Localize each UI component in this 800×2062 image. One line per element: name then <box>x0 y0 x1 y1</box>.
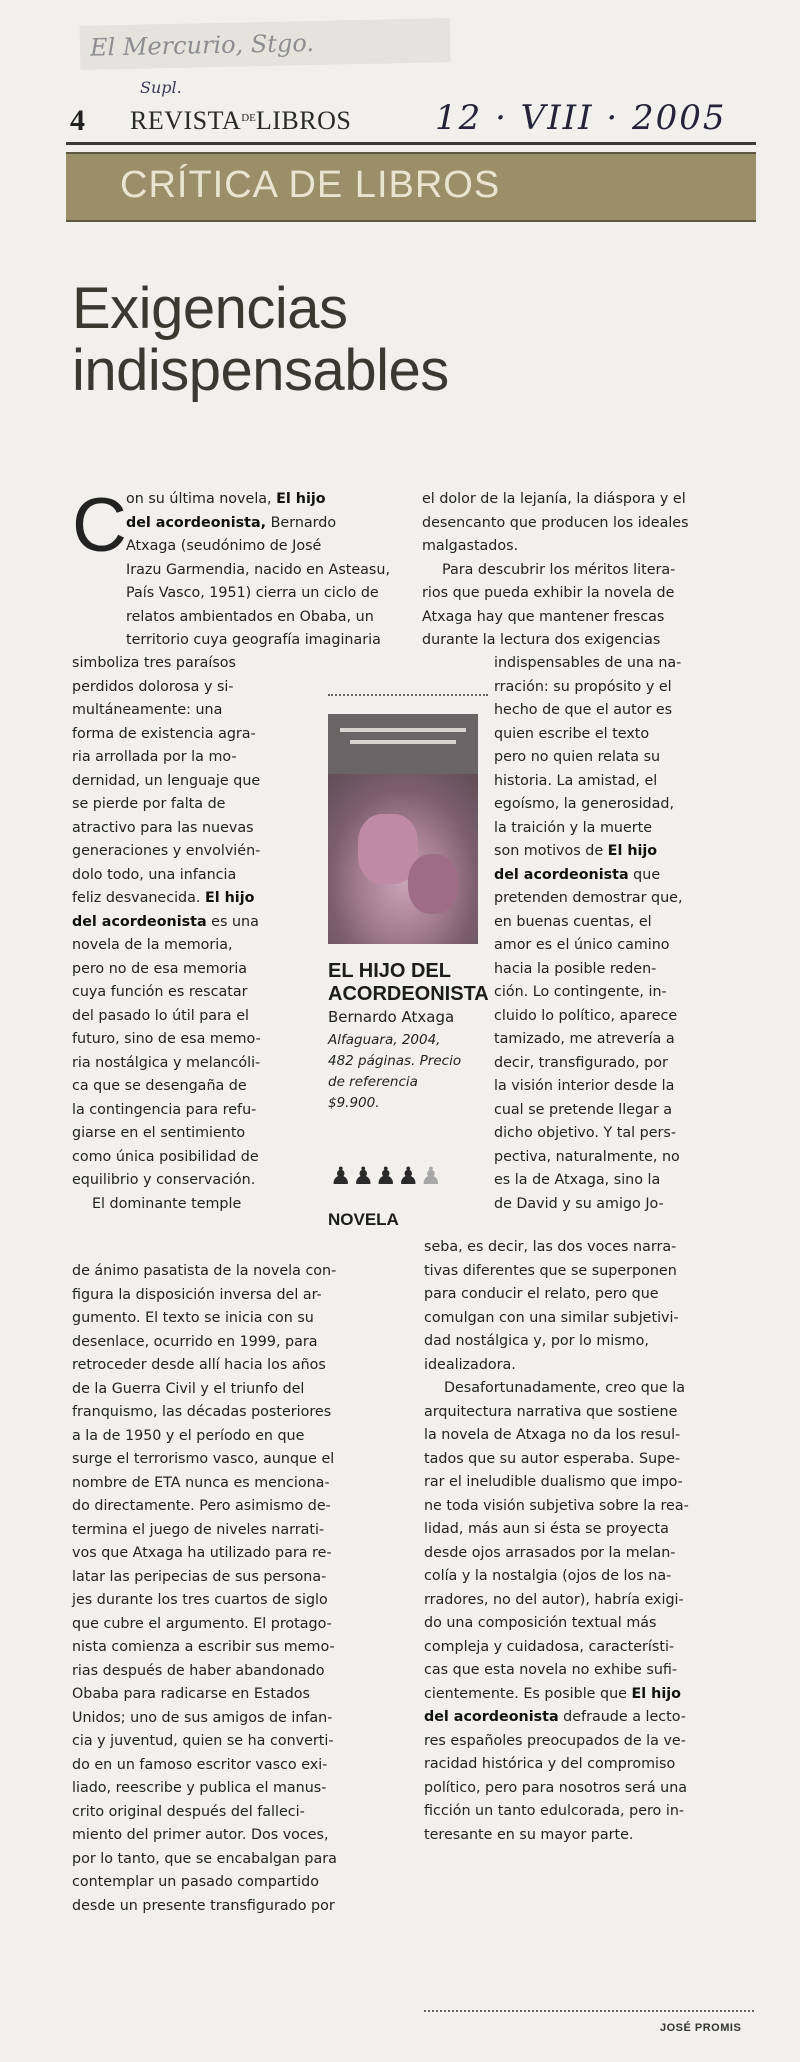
text-line: surge el terrorismo vasco, aunque el <box>72 1451 335 1467</box>
text-line: Obaba para radicarse en Estados <box>72 1686 310 1702</box>
text-line: durante la lectura dos exigencias <box>422 632 661 648</box>
text-line: ria arrollada por la mo- <box>72 749 237 765</box>
text-line: el dolor de la lejanía, la diáspora y el <box>422 491 686 507</box>
text-line: del acordeonista que <box>494 866 661 883</box>
headline-line: indispensables <box>72 338 449 403</box>
text-line: egoísmo, la generosidad, <box>494 796 674 812</box>
handwritten-date: 12 · VIII · 2005 <box>435 98 727 138</box>
book-title-line: ACORDEONISTA <box>328 983 489 1005</box>
text-line: quien escribe el texto <box>494 725 650 742</box>
text-line: dernidad, un lenguaje que <box>72 772 261 789</box>
text-line: rios que pueda exhibir la novela de <box>422 585 675 601</box>
text-line: dolo todo, una infancia <box>72 866 237 883</box>
text-line: ne toda visión subjetiva sobre la rea- <box>424 1497 689 1514</box>
text-line: ficción un tanto edulcorada, pero in- <box>424 1803 685 1819</box>
text-line: forma de existencia agra- <box>72 725 256 742</box>
text-line: territorio cuya geografía imaginaria <box>126 632 381 648</box>
author-signature: JOSÉ PROMIS <box>660 2022 742 2034</box>
text-line: malgastados. <box>422 538 519 554</box>
text-line: pretenden demostrar que, <box>494 890 683 906</box>
masthead-de: DE <box>241 112 256 124</box>
text-line: cientemente. Es posible que El hijo <box>424 1685 681 1702</box>
text-line: son motivos de El hijo <box>494 843 658 859</box>
section-banner <box>66 152 756 222</box>
text-line: para conducir el relato, pero que <box>424 1286 659 1302</box>
handwritten-supplement-mark: Supl. <box>140 78 182 97</box>
text-line: desencanto que producen los ideales <box>422 514 689 531</box>
signature-dotted-rule <box>424 2010 754 2012</box>
text-line: atractivo para las nuevas <box>72 819 254 836</box>
text-line: dad nostálgica y, por lo mismo, <box>424 1333 649 1349</box>
text-line: ción. Lo contingente, in- <box>494 984 667 1000</box>
text-line: rias después de haber abandonado <box>72 1662 325 1679</box>
text-line: liado, reescribe y publica el manus- <box>72 1780 327 1796</box>
book-genre: NOVELA <box>328 1210 399 1229</box>
text-line: cual se pretende llegar a <box>494 1101 673 1118</box>
text-line: tivas diferentes que se superponen <box>424 1262 677 1279</box>
text-line: desde un presente transfigurado por <box>72 1897 335 1914</box>
text-line: a la de 1950 y el período en que <box>72 1427 305 1444</box>
column1-narrow <box>72 652 261 1216</box>
text-line: de la Guerra Civil y el triunfo del <box>72 1380 305 1397</box>
headline-line: Exigencias <box>72 276 348 341</box>
text-line: político, pero para nosotros será una <box>424 1779 688 1796</box>
rating-filled-icon: ♟ <box>397 1163 421 1190</box>
book-title-mention: del acordeonista, <box>126 514 267 531</box>
text-line: pectiva, naturalmente, no <box>494 1148 680 1165</box>
text-line: seba, es decir, las dos voces narra- <box>424 1239 677 1255</box>
text-line: rración: su propósito y el <box>494 678 672 695</box>
text-line: do en un famoso escritor vasco exi- <box>72 1756 328 1773</box>
text-line: on su última novela, El hijo <box>126 491 326 507</box>
text-line: que cubre el argumento. El protago- <box>72 1615 332 1632</box>
book-cover-image <box>328 714 478 944</box>
text-line: Atxaga (seudónimo de José <box>126 538 322 554</box>
text-line: hacia la posible reden- <box>494 960 657 977</box>
masthead-title <box>130 106 351 136</box>
book-title <box>328 960 489 1006</box>
text-line: Desafortunadamente, creo que la <box>444 1380 685 1396</box>
column2-wide <box>424 1236 689 1847</box>
text-line: El dominante temple <box>92 1195 242 1212</box>
text-line: rradores, no del autor), habría exigi- <box>424 1591 684 1608</box>
text-line: idealizadora. <box>424 1356 516 1373</box>
rating-icons <box>330 1162 443 1191</box>
text-line: arquitectura narrativa que sostiene <box>424 1403 678 1420</box>
book-publication-info <box>328 1030 461 1114</box>
text-line: la novela de Atxaga no da los resul- <box>424 1427 681 1443</box>
page-number: 4 <box>70 104 85 137</box>
text-line: la traición y la muerte <box>494 819 653 836</box>
text-line: la contingencia para refu- <box>72 1101 257 1118</box>
text-line: Atxaga hay que mantener frescas <box>422 608 665 625</box>
text-line: es la de Atxaga, sino la <box>494 1172 661 1188</box>
text-line: nombre de ETA nunca es menciona- <box>72 1474 330 1491</box>
publication-line: 482 páginas. Precio <box>328 1053 462 1069</box>
book-title-mention: El hijo <box>607 843 658 859</box>
book-title-mention: del acordeonista <box>494 866 629 883</box>
text-line: latar las peripecias de sus persona- <box>72 1568 327 1585</box>
text-line: Para descubrir los méritos litera- <box>442 561 676 578</box>
rating-filled-icon: ♟ <box>375 1163 398 1190</box>
text-line: del acordeonista es una <box>72 913 259 930</box>
book-title-mention: del acordeonista <box>424 1709 559 1725</box>
text-line: pero no quien relata su <box>494 749 661 765</box>
text-line: hecho de que el autor es <box>494 702 673 718</box>
text-line: crito original después del falleci- <box>72 1803 305 1820</box>
text-line: colía y la nostalgia (ojos de los na- <box>424 1568 672 1584</box>
text-line: compleja y cuidadosa, característi- <box>424 1638 675 1655</box>
text-line: cia y juventud, quien se ha converti- <box>72 1733 334 1749</box>
text-line: perdidos dolorosa y si- <box>72 678 234 695</box>
rating-filled-icon: ♟ <box>330 1163 353 1190</box>
text-line: desde ojos arrasados por la melan- <box>424 1544 676 1561</box>
text-line: en buenas cuentas, el <box>494 913 652 930</box>
text-line: lidad, más aun si ésta se proyecta <box>424 1521 669 1537</box>
book-title-mention: El hijo <box>276 491 326 507</box>
text-line: cuya función es rescatar <box>72 984 248 1000</box>
publication-line: $9.900. <box>328 1095 380 1111</box>
rating-filled-icon: ♟ <box>352 1163 376 1190</box>
text-line: comulgan con una similar subjetivi- <box>424 1309 679 1326</box>
column1-wide <box>72 1260 337 1918</box>
text-line: amor es el único camino <box>494 937 670 953</box>
text-line: futuro, sino de esa memo- <box>72 1031 261 1047</box>
text-line: de David y su amigo Jo- <box>494 1195 664 1212</box>
article-headline <box>72 278 449 402</box>
book-title-mention: del acordeonista <box>72 913 207 930</box>
text-line: dicho objetivo. Y tal pers- <box>494 1125 676 1141</box>
section-banner-label: CRÍTICA DE LIBROS <box>120 164 501 206</box>
column2-narrow <box>494 652 683 1216</box>
text-line: Unidos; uno de sus amigos de infan- <box>72 1709 333 1726</box>
text-line: rar el ineludible dualismo que impo- <box>424 1474 683 1490</box>
text-line: feliz desvanecida. El hijo <box>72 890 255 906</box>
text-line: gumento. El texto se inicia con su <box>72 1310 314 1326</box>
handwritten-source-note: El Mercurio, Stgo. <box>80 18 451 70</box>
text-line: racidad histórica y del compromiso <box>424 1756 676 1772</box>
text-line: figura la disposición inversa del ar- <box>72 1286 322 1303</box>
text-line: cluido lo político, aparece <box>494 1007 678 1024</box>
text-line: se pierde por falta de <box>72 796 226 812</box>
drop-cap: C <box>72 483 127 568</box>
text-line: novela de la memoria, <box>72 937 233 953</box>
text-line: nista comienza a escribir sus memo- <box>72 1639 335 1655</box>
text-line: jes durante los tres cuartos de siglo <box>72 1592 328 1608</box>
text-line: desenlace, ocurrido en 1999, para <box>72 1333 318 1350</box>
masthead-rule <box>66 142 756 145</box>
publication-line: Alfaguara, 2004, <box>328 1032 441 1048</box>
book-title-mention: El hijo <box>631 1685 681 1702</box>
text-line: res españoles preocupados de la ve- <box>424 1732 686 1749</box>
text-line: pero no de esa memoria <box>72 960 248 977</box>
text-line: Irazu Garmendia, nacido en Asteasu, <box>126 561 390 578</box>
text-line: tados que su autor esperaba. Supe- <box>424 1450 681 1467</box>
rating-empty-icon: ♟ <box>420 1163 443 1190</box>
column1-intro <box>126 488 390 653</box>
text-line: del acordeonista, Bernardo <box>126 514 337 531</box>
text-line: termina el juego de niveles narrati- <box>72 1521 325 1538</box>
text-line: del acordeonista defraude a lecto- <box>424 1709 686 1725</box>
sidebar-dotted-rule <box>328 694 488 696</box>
text-line: equilibrio y conservación. <box>72 1172 256 1188</box>
text-line: historia. La amistad, el <box>494 772 658 789</box>
masthead-libros: LIBROS <box>255 106 352 135</box>
text-line: giarse en el sentimiento <box>72 1125 246 1141</box>
text-line: do directamente. Pero asimismo de- <box>72 1498 331 1514</box>
book-title-mention: El hijo <box>204 890 255 906</box>
masthead-revista: REVISTA <box>130 106 242 135</box>
text-line: como única posibilidad de <box>72 1148 259 1165</box>
text-line: por lo tanto, que se encabalgan para <box>72 1850 337 1867</box>
text-line: do una composición textual más <box>424 1615 657 1631</box>
book-title-line: EL HIJO DEL <box>328 960 451 982</box>
text-line: multáneamente: una <box>72 702 223 718</box>
text-line: de ánimo pasatista de la novela con- <box>72 1263 337 1279</box>
text-line: indispensables de una na- <box>494 655 682 671</box>
text-line: tamizado, me atrevería a <box>494 1031 675 1047</box>
text-line: cas que esta novela no exhibe sufi- <box>424 1662 678 1678</box>
text-line: vos que Atxaga ha utilizado para re- <box>72 1545 332 1561</box>
text-line: ca que se desengaña de <box>72 1078 247 1094</box>
book-author: Bernardo Atxaga <box>328 1008 455 1026</box>
text-line: miento del primer autor. Dos voces, <box>72 1827 329 1843</box>
text-line: del pasado lo útil para el <box>72 1007 250 1024</box>
text-line: generaciones y envolvién- <box>72 843 261 859</box>
text-line: retroceder desde allí hacia los años <box>72 1357 326 1373</box>
column2-top <box>422 488 689 653</box>
text-line: franquismo, las décadas posteriores <box>72 1404 332 1420</box>
text-line: contemplar un pasado compartido <box>72 1874 319 1890</box>
text-line: decir, transfigurado, por <box>494 1054 668 1071</box>
text-line: ria nostálgica y melancóli- <box>72 1054 261 1071</box>
text-line: teresante en su mayor parte. <box>424 1826 634 1843</box>
text-line: relatos ambientados en Obaba, un <box>126 608 374 625</box>
publication-line: de referencia <box>328 1074 418 1090</box>
text-line: simboliza tres paraísos <box>72 655 236 671</box>
text-line: País Vasco, 1951) cierra un ciclo de <box>126 585 379 601</box>
text-line: la visión interior desde la <box>494 1078 675 1094</box>
